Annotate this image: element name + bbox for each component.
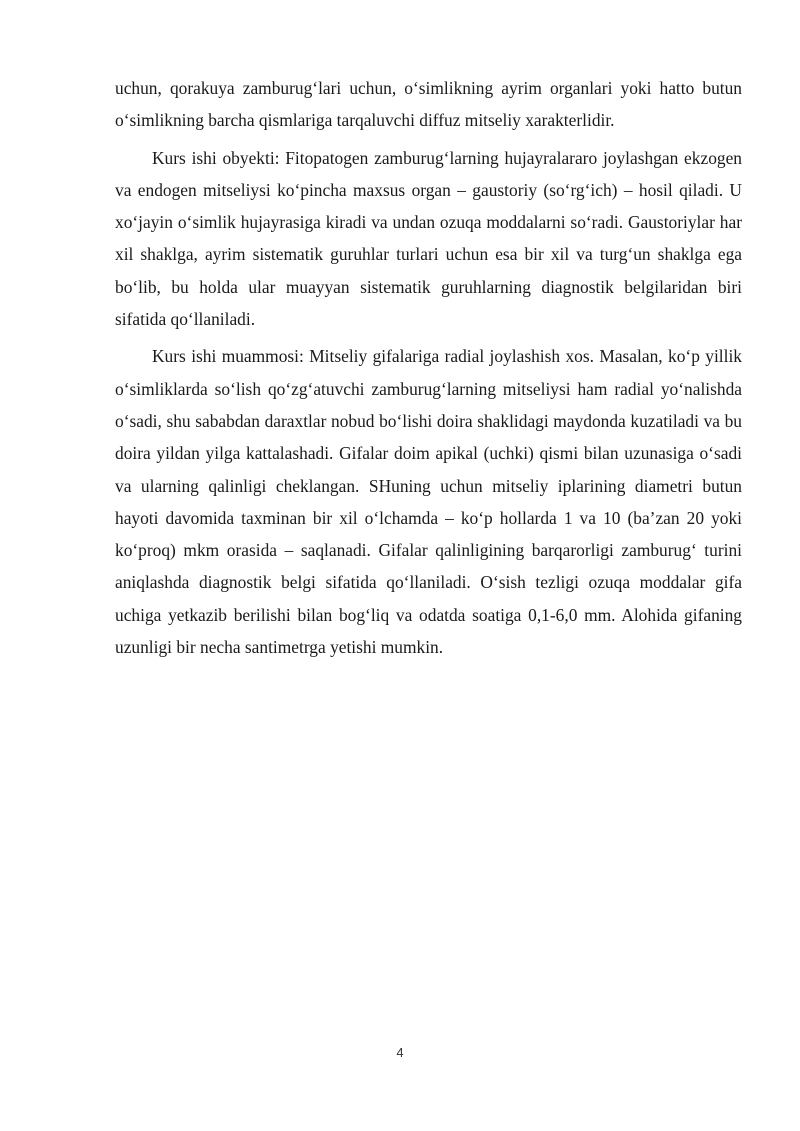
paragraph-course-object: Kurs ishi obyekti: Fitopatogen zamburug‘larning hujayralararo joylashgan ekzogen va endogen mitseliysi ko‘pincha maxsus organ – gaustoriy (so‘rg‘ich) – hosil qiladi. U xo‘jayin o‘simlik hujayrasiga kiradi va undan ozuqa moddalarni so‘radi. Gaustoriylar har xil shaklga, ayrim sistematik guruhlar turlari uchun esa bir xil va turg‘un shaklga ega bo‘lib, bu holda ular muayyan sistematik guruhlarning diagnostik belgilaridan biri sifatida qo‘llaniladi. <box>115 147 742 330</box>
paragraph-continuation: uchun, qorakuya zamburug‘lari uchun, o‘simlikning ayrim organlari yoki hatto butun o‘simlikning barcha qismlariga tarqaluvchi diffuz mitseliy xarakterlidir. <box>115 78 742 131</box>
body-text <box>115 72 742 668</box>
page-number: 4 <box>396 1045 404 1060</box>
paragraph-course-problem: Kurs ishi muammosi: Mitseliy gifalariga radial joylashish xos. Masalan, ko‘p yillik o‘simliklarda so‘lish qo‘zg‘atuvchi zamburug‘larning mitseliysi ham radial yo‘nalishda o‘sadi, shu sababdan daraxtlar nobud bo‘lishi doira shaklidagi maydonda kuzatiladi va bu doira yildan yilga kattalashadi. Gifalar doim apikal (uchki) qismi bilan uzunasiga o‘sadi va ularning qalinligi cheklangan. SHuning uchun mitseliy iplarining diametri butun hayoti davomida taxminan bir xil o‘lchamda – ko‘p hollarda 1 va 10 (ba’zan 20 yoki ko‘proq) mkm orasida – saqlanadi. Gifalar qalinligining barqarorligi zamburug‘ turini aniqlashda diagnostik belgi sifatida qo‘llaniladi. O‘sish tezligi ozuqa moddalar gifa uchiga yetkazib berilishi bilan bog‘liq va odatda soatiga 0,1-6,0 mm. Alohida gifaning uzunligi bir necha santimetrga yetishi mumkin. <box>115 346 742 658</box>
